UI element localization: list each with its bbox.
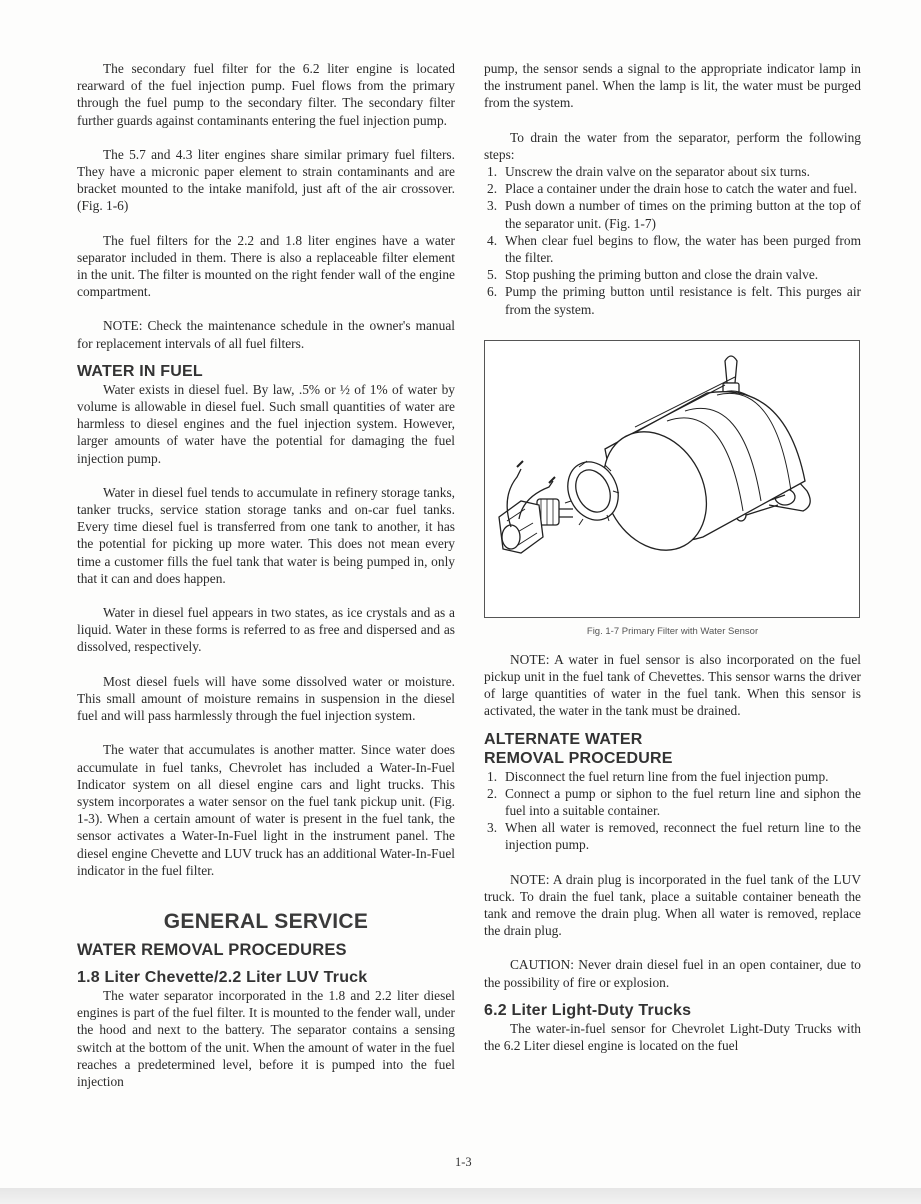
paragraph: The water that accumulates is another matter. Since water does accumulate in fuel tanks, Chevrolet has included a Water-In-Fuel Indicator system on all diesel engine cars and light trucks. This system incorporates a water sensor on the fuel tank pickup unit. (Fig. 1-3). When a certain amount of water is present in the fuel tank, the sensor activates a Water-In-Fuel light in the instrument panel. The diesel engine Chevette and LUV truck has an additional Water-In-Fuel indicator in the fuel filter.: [77, 742, 455, 878]
list-item: 2. Place a container under the drain hose to catch the water and fuel.: [487, 181, 858, 197]
note-paragraph: NOTE: A water in fuel sensor is also incorporated on the fuel pickup unit in the fuel tank of Chevettes. This sensor warns the driver of large quantities of water in the fuel tank. When this sensor is activated, the water in the tank must be drained.: [484, 651, 861, 719]
list-item: 6. Pump the priming button until resistance is felt. This purges air from the system.: [487, 284, 861, 317]
paragraph: Water in diesel fuel appears in two states, as ice crystals and as a liquid. Water in these forms is referred to as free and dispersed and as dissolved, respectively.: [77, 605, 455, 655]
heading-water-removal-procedures: WATER REMOVAL PROCEDURES: [77, 940, 347, 959]
figure-caption: Fig. 1-7 Primary Filter with Water Sensor: [586, 625, 759, 637]
list-item: 3. When all water is removed, reconnect the fuel return line to the injection pump.: [487, 820, 861, 853]
heading-chevette-luv: 1.8 Liter Chevette/2.2 Liter LUV Truck: [77, 968, 368, 986]
heading-alternate-water-line1: ALTERNATE WATER: [484, 730, 643, 748]
heading-alternate-water-line2: REMOVAL PROCEDURE: [484, 749, 673, 767]
list-item: 3. Push down a number of times on the priming button at the top of the separator unit. (Fig. 1-7): [487, 198, 861, 231]
paragraph: The fuel filters for the 2.2 and 1.8 liter engines have a water separator included in them. There is also a replaceable filter element in the unit. The filter is mounted on the right fender wall of the engine compartment.: [77, 232, 455, 300]
paragraph: The water-in-fuel sensor for Chevrolet Light-Duty Trucks with the 6.2 Liter diesel engine is located on the fuel: [484, 1020, 861, 1054]
left-column: [77, 60, 455, 1090]
list-item: 2. Connect a pump or siphon to the fuel return line and siphon the fuel into a suitable container.: [487, 785, 861, 819]
page-bottom-edge: [0, 1188, 921, 1204]
heading-general-service: GENERAL SERVICE: [163, 909, 369, 933]
caution-paragraph: CAUTION: Never drain diesel fuel in an open container, due to the possibility of fire or explosion.: [484, 957, 861, 990]
heading-water-in-fuel: WATER IN FUEL: [77, 362, 203, 380]
paragraph: pump, the sensor sends a signal to the appropriate indicator lamp in the instrument panel. When the lamp is lit, the water must be purged from the system.: [484, 61, 861, 111]
paragraph: To drain the water from the separator, perform the following steps:: [484, 129, 861, 162]
fuel-filter-illustration: [485, 341, 859, 617]
list-item: 1. Disconnect the fuel return line from the fuel injection pump.: [487, 768, 829, 784]
paragraph: The 5.7 and 4.3 liter engines share similar primary fuel filters. They have a micronic paper element to strain contaminants and are bracket mounted to the intake manifold, just aft of the air crossover. (Fig. 1-6): [77, 146, 455, 214]
heading-light-duty-trucks: 6.2 Liter Light-Duty Trucks: [484, 1001, 692, 1019]
paragraph: Water in diesel fuel tends to accumulate in refinery storage tanks, tanker trucks, service station storage tanks and on-car fuel tanks. Every time diesel fuel is transferred from one tank to another, it has the potential for picking up more water. This does not mean every time a customer fills the fuel tank that water is being pumped in, only that it can and does happen.: [77, 484, 455, 586]
page-number: 1-3: [455, 1155, 472, 1169]
note-paragraph: NOTE: Check the maintenance schedule in the owner's manual for replacement intervals of all fuel filters.: [77, 318, 455, 351]
note-paragraph: NOTE: A drain plug is incorporated in the fuel tank of the LUV truck. To drain the fuel tank, place a suitable container beneath the tank and remove the drain plug. When all water is removed, replace the drain plug.: [484, 871, 861, 939]
list-item: 4. When clear fuel begins to flow, the water has been purged from the filter.: [487, 232, 861, 266]
paragraph: The water separator incorporated in the 1.8 and 2.2 liter diesel engines is part of the fuel filter. It is mounted to the fender wall, under the hood and next to the battery. The separator contains a sensing switch at the bottom of the unit. When the amount of water in the fuel reaches a predetermined level, before it is pumped into the fuel injection: [77, 987, 455, 1089]
list-item: 1. Unscrew the drain valve on the separator about six turns.: [487, 164, 810, 180]
paragraph: The secondary fuel filter for the 6.2 liter engine is located rearward of the fuel injection pump. Fuel flows from the primary through the fuel pump to the secondary filter. The secondary filter further guards against contaminants entering the fuel injection pump.: [77, 61, 455, 128]
list-item: 5. Stop pushing the priming button and close the drain valve.: [487, 267, 819, 283]
figure-primary-filter: [484, 340, 860, 618]
paragraph: Most diesel fuels will have some dissolved water or moisture. This small amount of moisture remains in suspension in the diesel fuel and will pass harmlessly through the fuel injection system.: [77, 673, 455, 724]
paragraph: Water exists in diesel fuel. By law, .5% or ½ of 1% of water by volume is allowable in diesel fuel. Such small quantities of water are harmless to diesel engines and the fuel injection system. However, larger amounts of water have the potential for damaging the fuel injection pump.: [77, 381, 455, 466]
right-column: [484, 60, 861, 1054]
alternate-steps-list: [484, 768, 861, 854]
drain-steps-list: [484, 163, 861, 318]
